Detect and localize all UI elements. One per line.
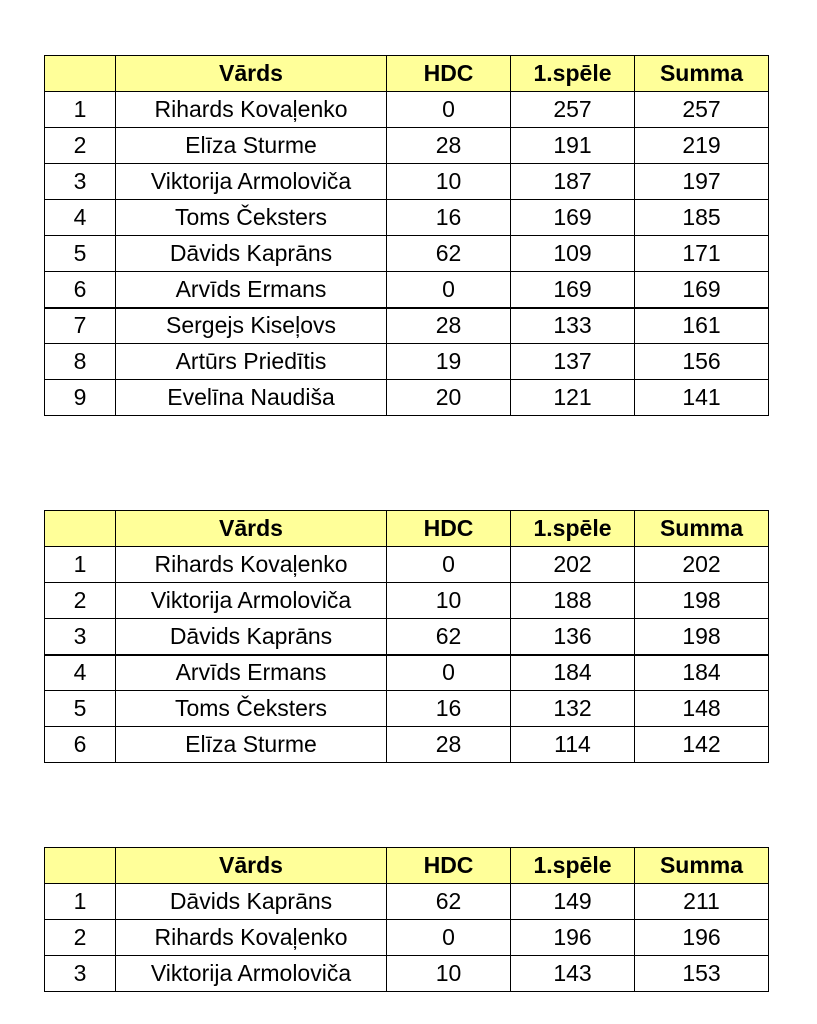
header-no [45,56,116,92]
header-hdc: HDC [387,511,511,547]
header-row [45,56,769,92]
header-no [45,848,116,884]
hdc-cell: 10 [387,164,511,200]
rank-cell: 3 [45,956,116,992]
header-game1: 1.spēle [511,56,635,92]
game1-cell: 188 [511,583,635,619]
table-row [45,236,769,272]
header-row [45,848,769,884]
name-cell: Rihards Kovaļenko [116,547,387,583]
game1-cell: 187 [511,164,635,200]
rank-cell: 1 [45,92,116,128]
name-cell: Elīza Sturme [116,128,387,164]
hdc-cell: 0 [387,655,511,691]
header-game1: 1.spēle [511,848,635,884]
rank-cell: 1 [45,884,116,920]
table-row [45,583,769,619]
name-cell: Toms Čeksters [116,691,387,727]
table-row [45,884,769,920]
table-row [45,128,769,164]
header-hdc: HDC [387,848,511,884]
name-cell: Elīza Sturme [116,727,387,763]
rank-cell: 2 [45,128,116,164]
table-row [45,920,769,956]
game1-cell: 121 [511,380,635,416]
table-row [45,655,769,691]
game1-cell: 202 [511,547,635,583]
total-cell: 257 [635,92,769,128]
total-cell: 219 [635,128,769,164]
header-hdc: HDC [387,56,511,92]
hdc-cell: 28 [387,308,511,344]
hdc-cell: 10 [387,583,511,619]
hdc-cell: 16 [387,691,511,727]
total-cell: 156 [635,344,769,380]
total-cell: 211 [635,884,769,920]
hdc-cell: 20 [387,380,511,416]
header-no [45,511,116,547]
table-row [45,272,769,308]
game1-cell: 169 [511,272,635,308]
total-cell: 153 [635,956,769,992]
total-cell: 169 [635,272,769,308]
name-cell: Evelīna Naudiša [116,380,387,416]
hdc-cell: 10 [387,956,511,992]
results-table-2 [44,510,769,763]
rank-cell: 6 [45,272,116,308]
rank-cell: 1 [45,547,116,583]
rank-cell: 4 [45,655,116,691]
total-cell: 198 [635,619,769,655]
game1-cell: 114 [511,727,635,763]
total-cell: 202 [635,547,769,583]
table-row [45,344,769,380]
total-cell: 141 [635,380,769,416]
hdc-cell: 0 [387,920,511,956]
table-row [45,308,769,344]
table-row [45,200,769,236]
header-total: Summa [635,848,769,884]
table-row [45,619,769,655]
name-cell: Sergejs Kiseļovs [116,308,387,344]
total-cell: 197 [635,164,769,200]
rank-cell: 8 [45,344,116,380]
rank-cell: 7 [45,308,116,344]
header-total: Summa [635,56,769,92]
rank-cell: 5 [45,236,116,272]
hdc-cell: 16 [387,200,511,236]
rank-cell: 4 [45,200,116,236]
game1-cell: 109 [511,236,635,272]
game1-cell: 149 [511,884,635,920]
name-cell: Dāvids Kaprāns [116,619,387,655]
total-cell: 142 [635,727,769,763]
total-cell: 196 [635,920,769,956]
table-row [45,92,769,128]
name-cell: Rihards Kovaļenko [116,92,387,128]
name-cell: Viktorija Armoloviča [116,164,387,200]
header-total: Summa [635,511,769,547]
results-table-3 [44,847,769,992]
game1-cell: 196 [511,920,635,956]
total-cell: 171 [635,236,769,272]
total-cell: 185 [635,200,769,236]
header-game1: 1.spēle [511,511,635,547]
header-name: Vārds [116,511,387,547]
name-cell: Viktorija Armoloviča [116,956,387,992]
name-cell: Rihards Kovaļenko [116,920,387,956]
total-cell: 198 [635,583,769,619]
hdc-cell: 28 [387,727,511,763]
table-row [45,727,769,763]
name-cell: Arvīds Ermans [116,655,387,691]
name-cell: Dāvids Kaprāns [116,884,387,920]
rank-cell: 5 [45,691,116,727]
table-row [45,380,769,416]
name-cell: Toms Čeksters [116,200,387,236]
rank-cell: 6 [45,727,116,763]
table-row [45,956,769,992]
name-cell: Dāvids Kaprāns [116,236,387,272]
header-name: Vārds [116,56,387,92]
rank-cell: 9 [45,380,116,416]
game1-cell: 143 [511,956,635,992]
hdc-cell: 62 [387,236,511,272]
game1-cell: 133 [511,308,635,344]
hdc-cell: 62 [387,619,511,655]
rank-cell: 3 [45,164,116,200]
hdc-cell: 19 [387,344,511,380]
table-row [45,691,769,727]
total-cell: 161 [635,308,769,344]
rank-cell: 2 [45,583,116,619]
game1-cell: 257 [511,92,635,128]
game1-cell: 136 [511,619,635,655]
hdc-cell: 0 [387,547,511,583]
hdc-cell: 28 [387,128,511,164]
header-row [45,511,769,547]
game1-cell: 132 [511,691,635,727]
name-cell: Viktorija Armoloviča [116,583,387,619]
table-row [45,547,769,583]
game1-cell: 169 [511,200,635,236]
rank-cell: 2 [45,920,116,956]
hdc-cell: 0 [387,92,511,128]
total-cell: 148 [635,691,769,727]
hdc-cell: 62 [387,884,511,920]
name-cell: Artūrs Priedītis [116,344,387,380]
name-cell: Arvīds Ermans [116,272,387,308]
hdc-cell: 0 [387,272,511,308]
game1-cell: 184 [511,655,635,691]
results-table-1 [44,55,769,416]
table-row [45,164,769,200]
rank-cell: 3 [45,619,116,655]
game1-cell: 137 [511,344,635,380]
header-name: Vārds [116,848,387,884]
total-cell: 184 [635,655,769,691]
game1-cell: 191 [511,128,635,164]
